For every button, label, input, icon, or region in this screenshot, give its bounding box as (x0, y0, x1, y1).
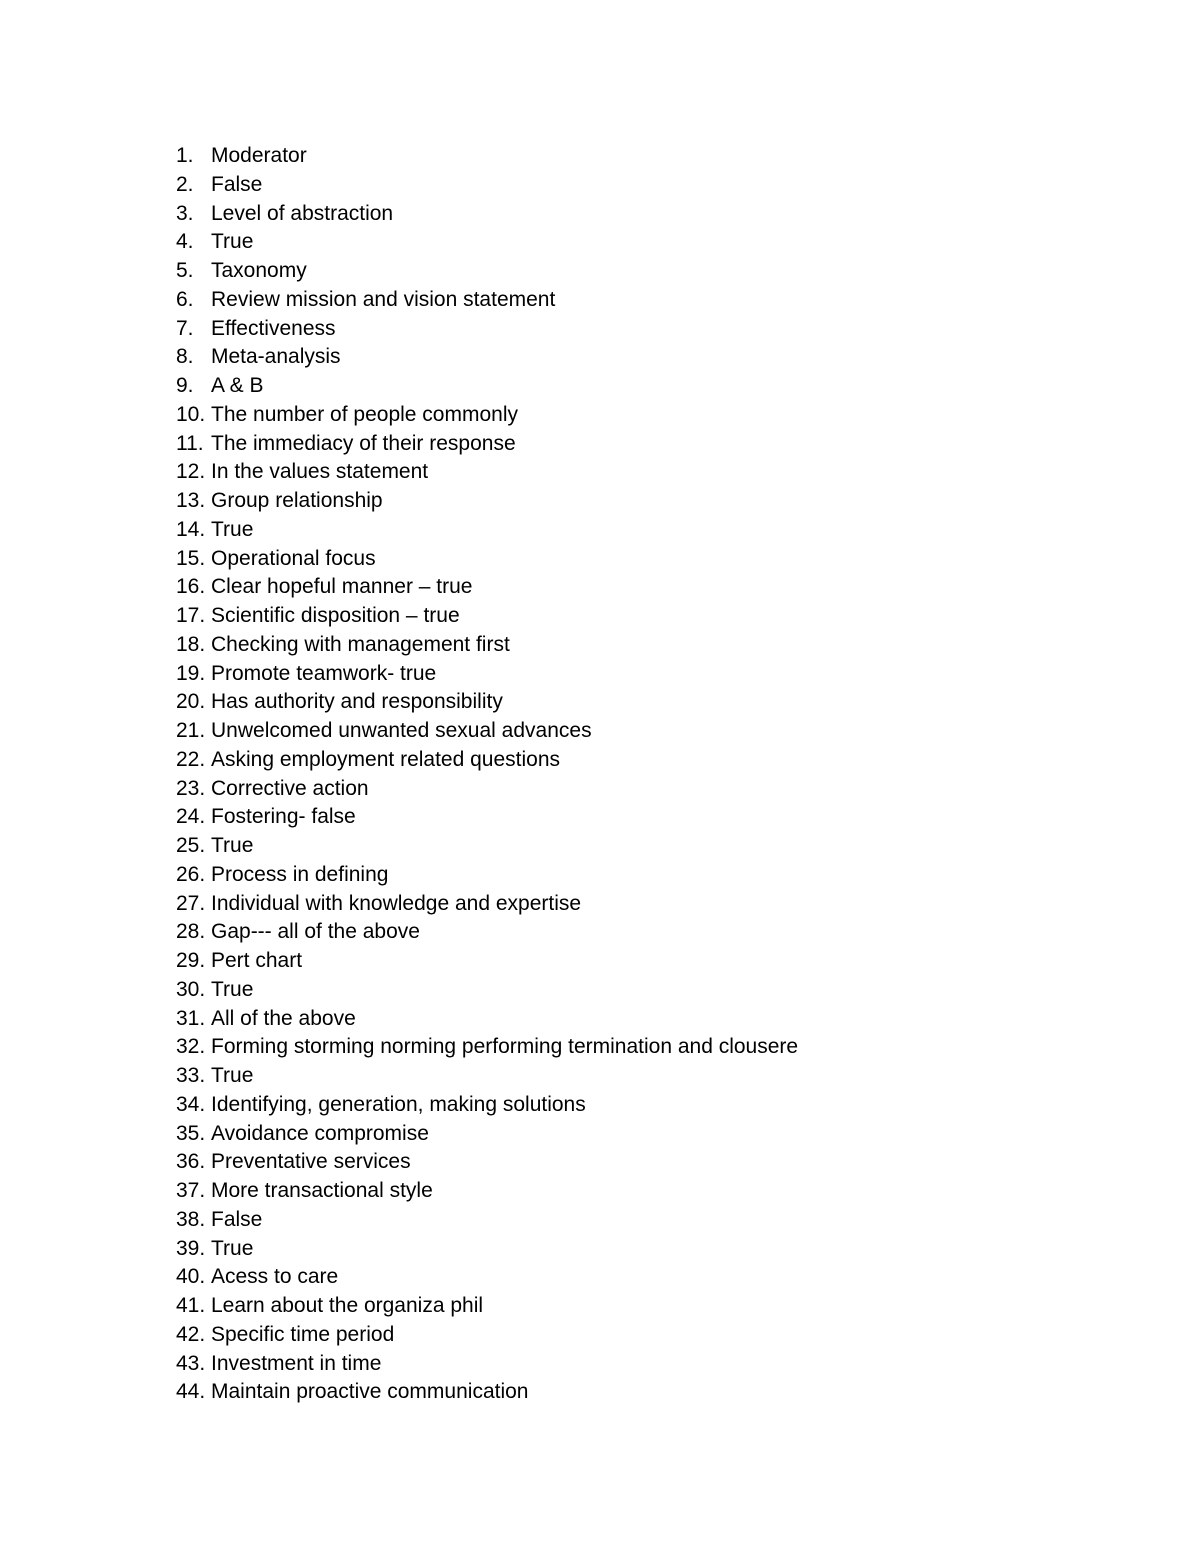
item-text: Clear hopeful manner – true (211, 575, 473, 599)
list-item (176, 803, 798, 832)
item-text: Investment in time (211, 1351, 382, 1375)
item-text: Pert chart (211, 949, 303, 972)
item-number: 17. (176, 604, 206, 627)
item-number: 23. (176, 776, 206, 800)
list-item (176, 717, 798, 746)
item-text: True (211, 230, 254, 254)
item-number: 36. (176, 1150, 206, 1174)
item-number: 18. (176, 632, 206, 656)
list-item (176, 1235, 798, 1264)
list-item (176, 832, 798, 861)
item-text: Meta-analysis (211, 345, 341, 369)
item-number: 16. (176, 575, 206, 599)
item-text: False (211, 1207, 263, 1231)
list-item (176, 976, 798, 1005)
item-text: Unwelcomed unwanted sexual advances (211, 719, 592, 742)
item-text: False (211, 172, 263, 196)
list-item (176, 1005, 798, 1034)
item-number: 24. (176, 805, 206, 829)
item-text: Taxonomy (211, 259, 307, 282)
item-number: 27. (176, 891, 206, 915)
list-item (176, 1062, 798, 1091)
list-item (176, 1321, 798, 1350)
list-item (176, 142, 798, 171)
list-item (176, 372, 798, 401)
item-text: Promote teamwork- true (211, 661, 437, 685)
list-item (176, 1033, 798, 1062)
item-number: 31. (176, 1006, 206, 1030)
item-number: 42. (176, 1322, 206, 1346)
answer-list (176, 142, 798, 1407)
list-item (176, 286, 798, 315)
item-number: 13. (176, 489, 206, 512)
item-number: 10. (176, 402, 206, 426)
list-item (176, 315, 798, 344)
item-text: Avoidance compromise (211, 1121, 429, 1145)
item-number: 9. (176, 374, 194, 397)
list-item (176, 430, 798, 459)
item-number: 22. (176, 747, 206, 771)
list-item (176, 947, 798, 976)
item-text: Asking employment related questions (211, 747, 561, 771)
list-item (176, 200, 798, 229)
item-number: 20. (176, 690, 206, 714)
list-item (176, 257, 798, 286)
item-number: 8. (176, 345, 194, 369)
item-number: 14. (176, 517, 206, 541)
list-item (176, 1120, 798, 1149)
item-number: 33. (176, 1064, 206, 1087)
item-text: Identifying, generation, making solutions (211, 1092, 586, 1116)
list-item (176, 775, 798, 804)
item-number: 4. (176, 230, 194, 254)
list-item (176, 660, 798, 689)
item-text: A & B (211, 374, 264, 397)
list-item (176, 1177, 798, 1206)
item-text: Specific time period (211, 1322, 395, 1346)
item-text: Process in defining (211, 862, 389, 886)
item-text: True (211, 517, 254, 541)
item-number: 2. (176, 172, 194, 196)
item-text: Maintain proactive communication (211, 1380, 529, 1404)
list-item (176, 688, 798, 717)
item-number: 29. (176, 949, 206, 972)
item-text: In the values statement (211, 460, 429, 484)
item-number: 15. (176, 546, 206, 570)
list-item (176, 573, 798, 602)
item-number: 39. (176, 1236, 206, 1260)
list-item (176, 1263, 798, 1292)
item-number: 19. (176, 661, 206, 685)
list-item (176, 487, 798, 516)
item-text: Fostering- false (211, 805, 356, 829)
list-item (176, 1091, 798, 1120)
item-text: Preventative services (211, 1150, 411, 1174)
list-item (176, 228, 798, 257)
item-text: Effectiveness (211, 316, 336, 340)
item-text: Level of abstraction (211, 201, 394, 225)
item-text: Forming storming norming performing termination and clousere (211, 1035, 799, 1059)
item-text: Individual with knowledge and expertise (211, 891, 582, 915)
list-item (176, 1292, 798, 1321)
list-item (176, 890, 798, 919)
item-number: 25. (176, 834, 206, 857)
item-number: 6. (176, 287, 194, 311)
list-item (176, 861, 798, 890)
item-text: More transactional style (211, 1179, 433, 1202)
list-item (176, 746, 798, 775)
list-item (176, 545, 798, 574)
item-number: 35. (176, 1121, 206, 1145)
item-text: All of the above (211, 1006, 356, 1030)
item-text: Review mission and vision statement (211, 287, 556, 311)
item-number: 32. (176, 1035, 206, 1059)
item-text: Scientific disposition – true (211, 604, 460, 627)
list-item (176, 401, 798, 430)
item-number: 38. (176, 1207, 206, 1231)
item-text: Has authority and responsibility (211, 690, 503, 714)
item-text: Checking with management first (211, 632, 510, 656)
item-text: Corrective action (211, 776, 369, 800)
list-item (176, 458, 798, 487)
item-number: 28. (176, 920, 206, 944)
item-number: 5. (176, 259, 194, 282)
list-item (176, 1378, 798, 1407)
item-number: 1. (176, 144, 194, 167)
item-text: Operational focus (211, 546, 376, 570)
item-text: The immediacy of their response (211, 431, 516, 455)
item-number: 40. (176, 1265, 206, 1289)
item-number: 34. (176, 1092, 206, 1116)
list-item (176, 1148, 798, 1177)
item-number: 3. (176, 201, 194, 225)
item-text: True (211, 1236, 254, 1260)
list-item (176, 918, 798, 947)
item-text: The number of people commonly (211, 402, 518, 426)
list-item (176, 602, 798, 631)
list-item (176, 631, 798, 660)
list-item (176, 171, 798, 200)
item-number: 11. (176, 431, 204, 455)
item-number: 7. (176, 316, 194, 340)
item-number: 43. (176, 1351, 206, 1375)
item-number: 26. (176, 862, 206, 886)
item-text: Learn about the organiza phil (211, 1294, 484, 1317)
item-number: 21. (176, 719, 206, 742)
item-text: True (211, 834, 254, 857)
item-text: Group relationship (211, 489, 383, 512)
item-number: 37. (176, 1179, 206, 1202)
item-text: Acess to care (211, 1265, 339, 1289)
item-number: 12. (176, 460, 206, 484)
list-item (176, 1206, 798, 1235)
item-number: 30. (176, 977, 206, 1001)
list-item (176, 516, 798, 545)
item-text: True (211, 1064, 254, 1087)
list-item (176, 1350, 798, 1379)
item-number: 44. (176, 1380, 206, 1404)
item-text: Gap--- all of the above (211, 920, 420, 944)
item-number: 41. (176, 1294, 206, 1317)
item-text: True (211, 977, 254, 1001)
list-item (176, 343, 798, 372)
item-text: Moderator (211, 144, 307, 167)
